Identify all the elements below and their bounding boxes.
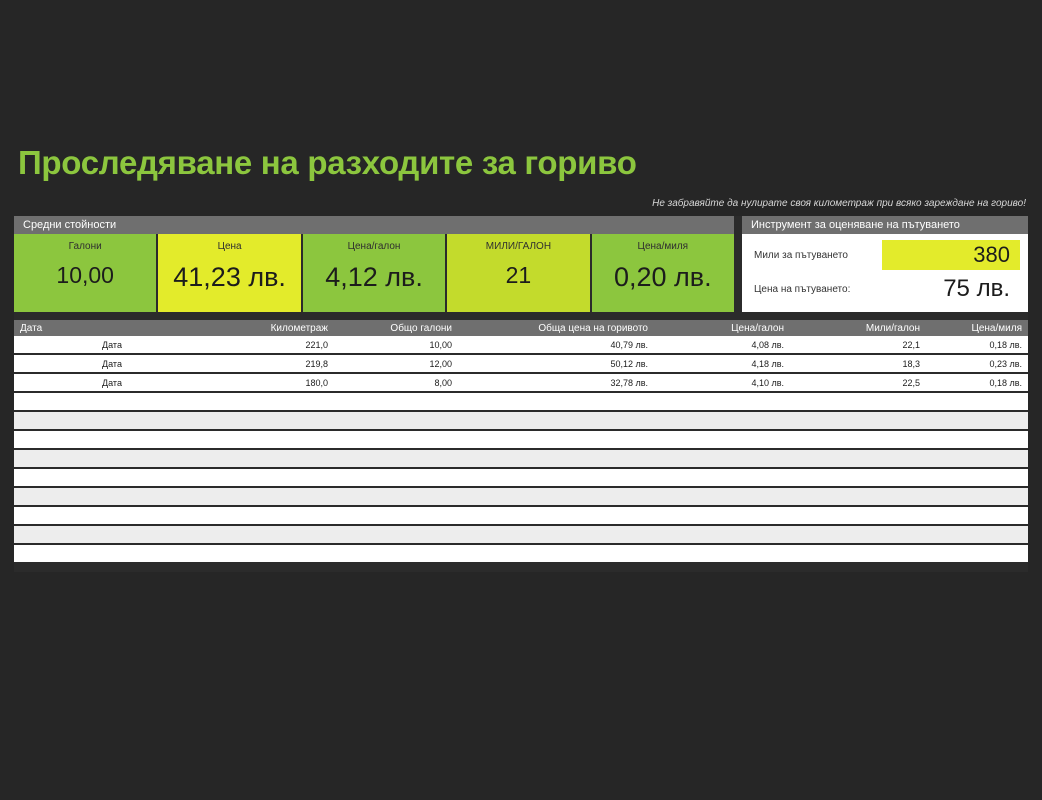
average-label-miles-per-gallon: МИЛИ/ГАЛОН <box>485 241 552 252</box>
average-label-price-per-mile: Цена/миля <box>637 241 689 252</box>
trip-miles-row <box>750 239 1020 273</box>
cell-odometer[interactable]: 219,8 <box>305 358 328 369</box>
trip-cost-row <box>750 273 1020 305</box>
table-row-empty[interactable] <box>14 469 1028 488</box>
table-row-empty[interactable] <box>14 412 1028 431</box>
column-header-price-per-gallon: Цена/галон <box>731 322 784 334</box>
trip-estimator-section-title: Инструмент за оценяване на пътуването <box>742 216 1028 234</box>
trip-cost-label: Цена на пътуването: <box>754 283 851 295</box>
cell-price-per-gallon: 4,18 лв. <box>751 358 784 369</box>
average-card-gallons <box>14 234 158 312</box>
trip-estimator-panel <box>742 234 1028 312</box>
cell-date[interactable]: Дата <box>102 377 122 388</box>
average-value-price: 41,23 лв. <box>173 262 286 292</box>
cell-price-per-gallon: 4,10 лв. <box>751 377 784 388</box>
average-label-gallons: Галони <box>68 241 102 252</box>
average-card-miles-per-gallon <box>447 234 591 312</box>
column-header-total-gallons: Общо галони <box>390 322 452 334</box>
table-row-empty[interactable] <box>14 450 1028 469</box>
table-row-empty[interactable] <box>14 431 1028 450</box>
page-title: Проследяване на разходите за гориво <box>18 144 637 181</box>
average-card-price-per-gallon <box>303 234 447 312</box>
cell-price-per-mile: 0,23 лв. <box>989 358 1022 369</box>
table-row[interactable] <box>14 355 1028 374</box>
cell-odometer[interactable]: 180,0 <box>305 377 328 388</box>
table-row[interactable] <box>14 336 1028 355</box>
cell-price-per-gallon: 4,08 лв. <box>751 339 784 350</box>
column-header-odometer: Километраж <box>270 322 328 334</box>
cell-odometer[interactable]: 221,0 <box>305 339 328 350</box>
cell-miles-per-gallon: 18,3 <box>902 358 920 369</box>
trip-miles-input[interactable]: 380 <box>882 240 1020 270</box>
table-row-empty[interactable] <box>14 507 1028 526</box>
averages-section-title: Средни стойности <box>14 216 734 234</box>
average-value-gallons: 10,00 <box>56 262 114 288</box>
fuel-tracker-sheet <box>14 216 1028 572</box>
table-header-row <box>14 320 1028 336</box>
average-value-price-per-mile: 0,20 лв. <box>614 262 712 292</box>
cell-total-fuel-cost[interactable]: 50,12 лв. <box>610 358 648 369</box>
column-header-price-per-mile: Цена/миля <box>971 322 1022 334</box>
cell-miles-per-gallon: 22,5 <box>902 377 920 388</box>
averages-cards <box>14 234 734 312</box>
column-header-miles-per-gallon: Мили/галон <box>865 322 920 334</box>
cell-total-gallons[interactable]: 12,00 <box>429 358 452 369</box>
column-header-date: Дата <box>20 322 43 334</box>
cell-date[interactable]: Дата <box>102 339 122 350</box>
trip-miles-label: Мили за пътуването <box>754 249 848 261</box>
section-headers <box>14 216 1028 234</box>
column-header-total-fuel-cost: Обща цена на горивото <box>538 322 648 334</box>
average-card-price <box>158 234 302 312</box>
cell-miles-per-gallon: 22,1 <box>902 339 920 350</box>
cell-total-fuel-cost[interactable]: 40,79 лв. <box>610 339 648 350</box>
cell-price-per-mile: 0,18 лв. <box>989 339 1022 350</box>
cell-date[interactable]: Дата <box>102 358 122 369</box>
table-row-empty[interactable] <box>14 488 1028 507</box>
reminder-note: Не забравяйте да нулирате своя километраж при всяко зареждане на гориво! <box>652 198 1026 209</box>
cell-total-fuel-cost[interactable]: 32,78 лв. <box>610 377 648 388</box>
trip-cost-value: 75 лв. <box>882 274 1020 304</box>
fuel-log-table <box>14 320 1028 564</box>
cell-price-per-mile: 0,18 лв. <box>989 377 1022 388</box>
average-card-price-per-mile <box>592 234 734 312</box>
table-row[interactable] <box>14 374 1028 393</box>
table-row-empty[interactable] <box>14 545 1028 564</box>
table-row-empty[interactable] <box>14 393 1028 412</box>
average-value-price-per-gallon: 4,12 лв. <box>325 262 423 292</box>
average-value-miles-per-gallon: 21 <box>505 262 532 288</box>
cell-total-gallons[interactable]: 10,00 <box>429 339 452 350</box>
average-label-price-per-gallon: Цена/галон <box>347 241 401 252</box>
cell-total-gallons[interactable]: 8,00 <box>434 377 452 388</box>
table-row-empty[interactable] <box>14 526 1028 545</box>
average-label-price: Цена <box>217 241 242 252</box>
